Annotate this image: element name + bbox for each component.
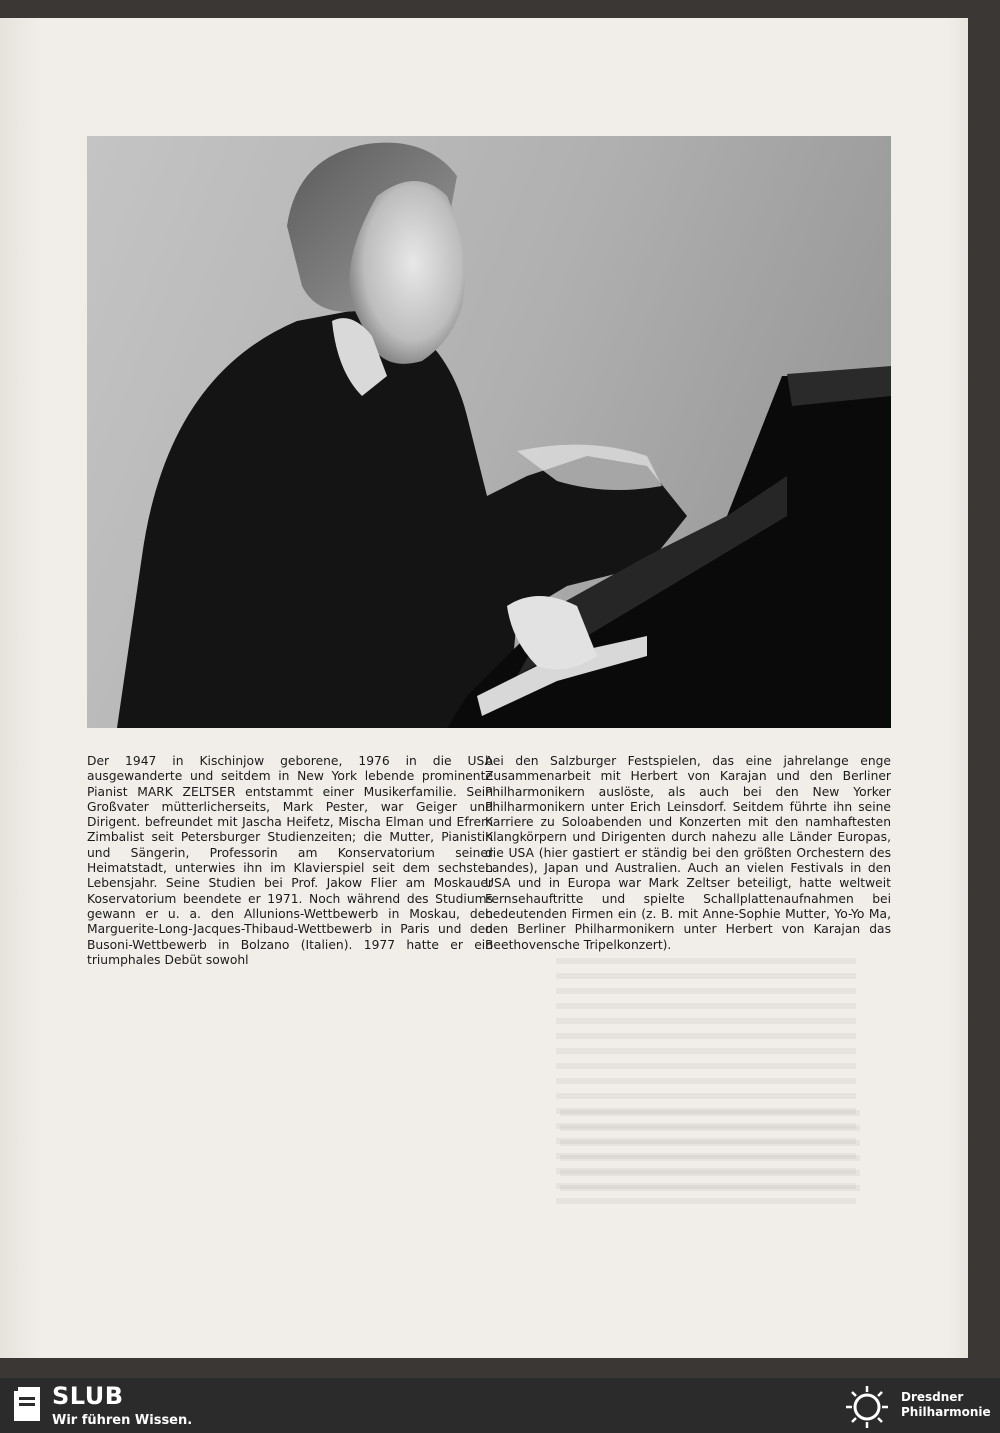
biography-left-column: Der 1947 in Kischinjow geborene, 1976 in die USA ausgewanderte und seitdem in New York lebende prominente Pianist MARK ZELTSER entstammt einer Musikerfamilie. Sein Großvater mütterlicherseits, Mark Pester, war Geiger und Dirigent. befreundet mit Jascha Heifetz, Mischa Elman und Efrem Zimbalist seit Petersburger Studienzeiten; die Mutter, Pianistin und Sängerin, Professorin am Konservatorium seiner Heimatstadt, unterwies ihn im Klavierspiel seit dem sechsten Lebensjahr. Seine Studien bei Prof. Jakow Flier am Moskauer Koservatorium beendete er 1971. Noch während des Studiums gewann er u. a. den Allunions-Wettbewerb in Moskau, den Marguerite-Long-Jacques-Thibaud-Wettbewerb in Paris und den Busoni-Wettbewerb in Bolzano (Italien). 1977 hatte er ein triumphales Debüt sowohl — [87, 754, 493, 967]
pianist-photo-illustration — [87, 136, 891, 728]
pianist-photo — [87, 136, 891, 728]
page-fold-shadow — [0, 18, 40, 1358]
philharmonie-label: Philharmonie — [901, 1405, 991, 1419]
page-edge-shadow — [946, 18, 968, 1358]
biography-right-column: bei den Salzburger Festspielen, das eine jahrelange enge Zusammenarbeit mit Herbert von Karajan und den Berliner Philharmonikern auslöste, als auch bei den New Yorker Philharmonikern unter Erich Leinsdorf. Seitdem führte ihn seine Karriere zu Soloabenden und Konzerten mit den namhaftesten Klangkörpern und Dirigenten durch nahezu alle Länder Europas, die USA (hier gastiert er ständig bei den größten Orchestern des Landes), Japan und Australien. Auch an vielen Festivals in den USA und in Europa war Mark Zeltser beteiligt, hatte weltweit Fernsehauftritte und spielte Schallplattenaufnahmen bei bedeutenden Firmen ein (z. B. mit Anne-Sophie Mutter, Yo-Yo Ma, den Berliner Philharmonikern unter Herbert von Karajan das Beethovensche Tripelkonzert). — [485, 754, 891, 952]
bleed-through-text-lower — [560, 1110, 860, 1200]
slub-book-icon — [12, 1385, 42, 1425]
slub-tagline: Wir führen Wissen. — [52, 1413, 193, 1428]
dresdner-philharmonie-sun-icon — [842, 1384, 892, 1430]
slub-title: SLUB — [52, 1382, 124, 1410]
dresdner-label: Dresdner — [901, 1390, 964, 1404]
dresdner-philharmonie-name — [901, 1390, 991, 1420]
